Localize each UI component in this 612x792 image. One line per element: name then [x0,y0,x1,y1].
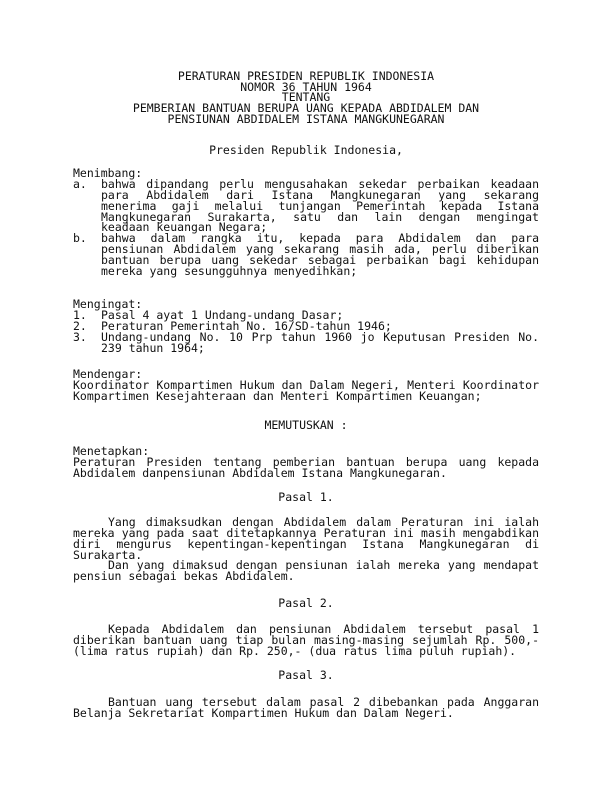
menimbang-b-line-3: bantuan berupa uang sekedar sebagai perbaikan bagi kehidupan [101,253,539,267]
mengingat-1-line-1: Pasal 4 ayat 1 Undang-undang Dasar; [101,308,344,322]
mendengar-line-2: Kompartimen Kesejahteraan dan Menteri Kompartimen Keuangan; [73,389,482,403]
mengingat-3-line-2: 239 tahun 1964; [101,341,205,355]
mengingat-label: Mengingat: [73,297,143,311]
pasal-1-line-1: Yang dimaksudkan dengan Abdidalem dalam Peraturan ini ialah [108,515,539,529]
pasal-1-line-4: Surakarta. [73,548,143,562]
mengingat-3-line-1: Undang-undang No. 10 Prp tahun 1960 jo Keputusan Presiden No. [101,330,539,344]
menetapkan-label: Menetapkan: [73,444,150,458]
mendengar-line-1: Koordinator Kompartimen Hukum dan Dalam Negeri, Menteri Koordinator [73,378,539,392]
pasal-2-line-1: Kepada Abdidalem dan pensiunan Abdidalem tersebut pasal 1 [108,622,539,636]
pasal-3-line-1: Bantuan uang tersebut dalam pasal 2 dibebankan pada Anggaran [108,695,539,709]
mengingat-marker-1: 1. [73,308,87,322]
pasal-1-line-5: Dan yang dimaksud dengan pensiunan ialah mereka yang mendapat [108,558,539,572]
menimbang-a-line-2: para Abdidalem dari Istana Mangkunegaran yang sekarang [101,188,539,202]
menetapkan-line-2: Abdidalem danpensiunan Abdidalem Istana Mangkunegaran. [73,466,447,480]
menimbang-b-line-4: mereka yang sesungguhnya menyedihkan; [101,264,358,278]
mengingat-marker-3: 3. [73,330,87,344]
menimbang-marker-b: b. [73,231,87,245]
menimbang-b-line-2: pensiunan Abdidalem yang sekarang masih ada, perlu diberikan [101,242,539,256]
title-line-1: PERATURAN PRESIDEN REPUBLIK INDONESIA [177,69,435,83]
pasal-1-heading: Pasal 1. [278,490,334,504]
title-line-4: PEMBERIAN BANTUAN BERUPA UANG KEPADA ABDIDALEM DAN [132,101,480,115]
title-line-3: TENTANG [281,90,331,104]
pasal-3-heading: Pasal 3. [278,668,334,682]
pasal-1-line-3: diri mengurus kepentingan-kepentingan Istana Mangkunegaran di [73,537,539,551]
memutuskan-heading: MEMUTUSKAN : [264,418,348,432]
pasal-2-line-3: (lima ratus rupiah) dan Rp. 250,- (dua ratus lima puluh rupiah). [73,644,517,658]
issuer-line: Presiden Republik Indonesia, [209,143,403,157]
pasal-1-line-6: pensiun sebagai bekas Abdidalem. [73,569,295,583]
menimbang-a-line-1: bahwa dipandang perlu mengusahakan sekedar perbaikan keadaan [101,177,539,191]
menetapkan-line-1: Peraturan Presiden tentang pemberian bantuan berupa uang kepada [73,455,539,469]
title-line-5: PENSIUNAN ABDIDALEM ISTANA MANGKUNEGARAN [167,112,445,126]
menimbang-marker-a: a. [73,177,87,191]
mengingat-marker-2: 2. [73,319,87,333]
menimbang-a-line-5: keadaan keuangan Negara; [101,220,268,234]
menimbang-a-line-4: Mangkunegaran Surakarta, satu dan lain dengan mengingat [101,210,539,224]
pasal-3-line-2: Belanja Sekretariat Kompartimen Hukum dan Dalam Negeri. [73,706,454,720]
menimbang-a-line-3: menerima gaji melalui tunjangan Pemerintah kepada Istana [101,199,539,213]
mendengar-label: Mendengar: [73,367,143,381]
menimbang-b-line-1: bahwa dalam rangka itu, kepada para Abdidalem dan para [101,231,539,245]
title-line-2: NOMOR 36 TAHUN 1964 [240,80,372,94]
pasal-1-line-2: mereka yang pada saat ditetapkannya Peraturan ini masih mengabdikan [73,526,539,540]
pasal-2-line-2: diberikan bantuan uang tiap bulan masing-masing sejumlah Rp. 500,- [73,633,539,647]
menimbang-label: Menimbang: [73,166,143,180]
pasal-2-heading: Pasal 2. [278,596,334,610]
mengingat-2-line-1: Peraturan Pemerintah No. 16/SD-tahun 1946; [101,319,392,333]
